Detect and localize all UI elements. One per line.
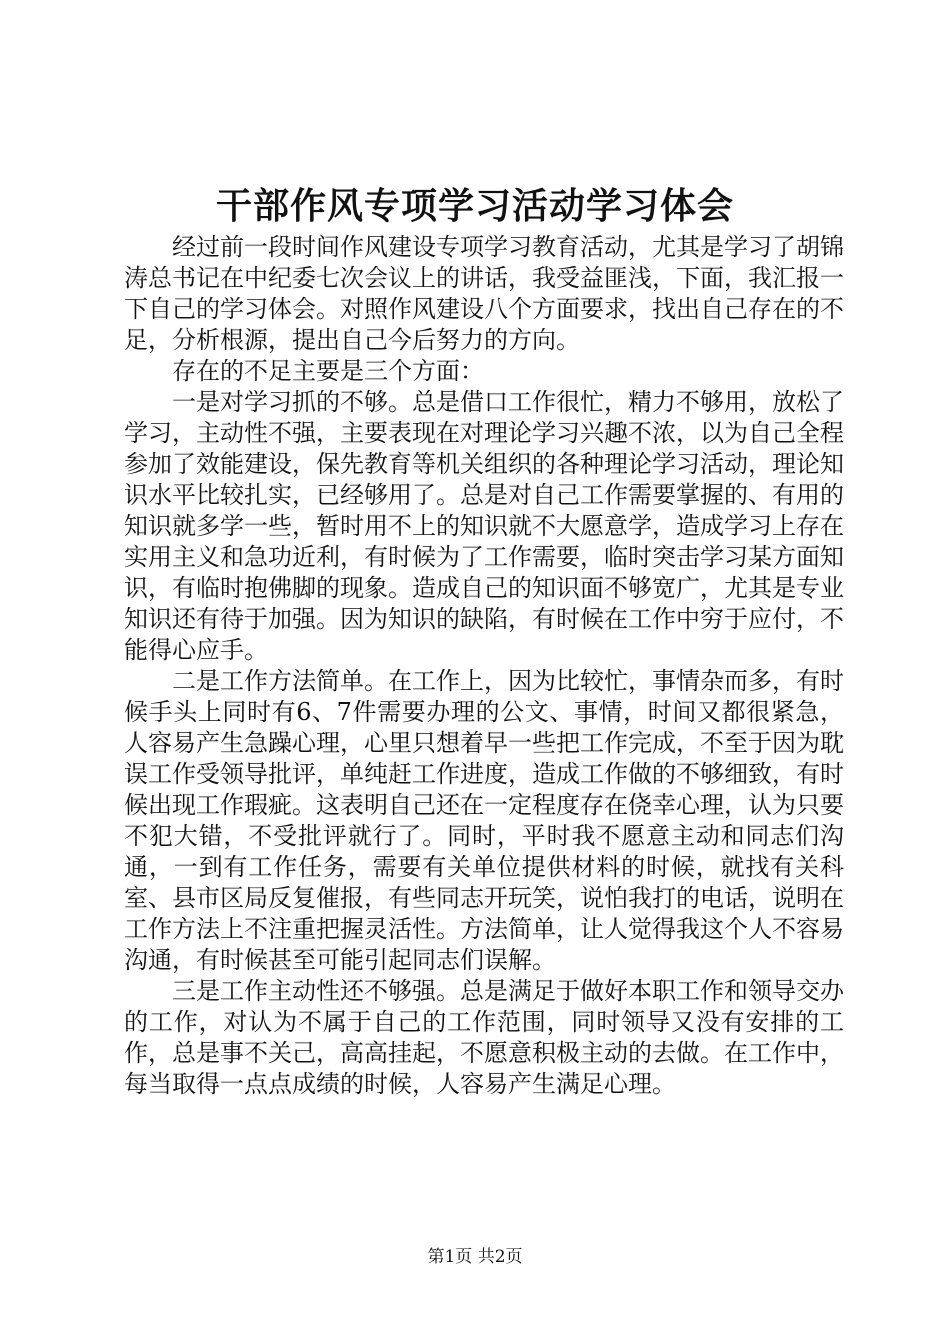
paragraph-point-two: 二是工作方法简单。在工作上，因为比较忙，事情杂而多，有时候手头上同时有6、7件需要办理的公文、事情，时间又都很紧急，人容易产生急躁心理，心里只想着早一些把工作完成，不至于因为耽误工作受领导批评，单纯赶工作进度，造成工作做的不够细致，有时候出现工作瑕疵。这表明自己还在一定程度存在侥幸心理，认为只要不犯大错，不受批评就行了。同时，平时我不愿意主动和同志们沟通，一到有工作任务，需要有关单位提供材料的时候，就找有关科室、县市区局反复催报，有些同志开玩笑，说怕我打的电话，说明在工作方法上不注重把握灵活性。方法简单，让人觉得我这个人不容易沟通，有时候甚至可能引起同志们误解。 xyxy=(124,667,844,974)
page-number-footer: 第1页 共2页 xyxy=(427,1247,523,1267)
paragraph-intro: 经过前一段时间作风建设专项学习教育活动，尤其是学习了胡锦涛总书记在中纪委七次会议上的讲话，我受益匪浅，下面，我汇报一下自己的学习体会。对照作风建设八个方面要求，找出自己存在的不足，分析根源，提出自己今后努力的方向。 xyxy=(124,233,844,354)
document-body xyxy=(124,232,844,1100)
paragraph-point-three: 三是工作主动性还不够强。总是满足于做好本职工作和领导交办的工作，对认为不属于自己的工作范围，同时领导又没有安排的工作，总是事不关己，高高挂起，不愿意积极主动的去做。在工作中，每当取得一点点成绩的时候，人容易产生满足心理。 xyxy=(124,977,844,1098)
paragraph-point-one: 一是对学习抓的不够。总是借口工作很忙，精力不够用，放松了学习，主动性不强，主要表现在对理论学习兴趣不浓，以为自己全程参加了效能建设，保先教育等机关组织的各种理论学习活动，理论知识水平比较扎实，已经够用了。总是对自己工作需要掌握的、有用的知识就多学一些，暂时用不上的知识就不大愿意学，造成学习上存在实用主义和急功近利，有时候为了工作需要，临时突击学习某方面知识，有临时抱佛脚的现象。造成自己的知识面不够宽广，尤其是专业知识还有待于加强。因为知识的缺陷，有时候在工作中穷于应付，不能得心应手。 xyxy=(124,388,844,664)
document-title: 干部作风专项学习活动学习体会 xyxy=(215,185,734,227)
paragraph-shortcomings-heading: 存在的不足主要是三个方面： xyxy=(172,357,484,385)
